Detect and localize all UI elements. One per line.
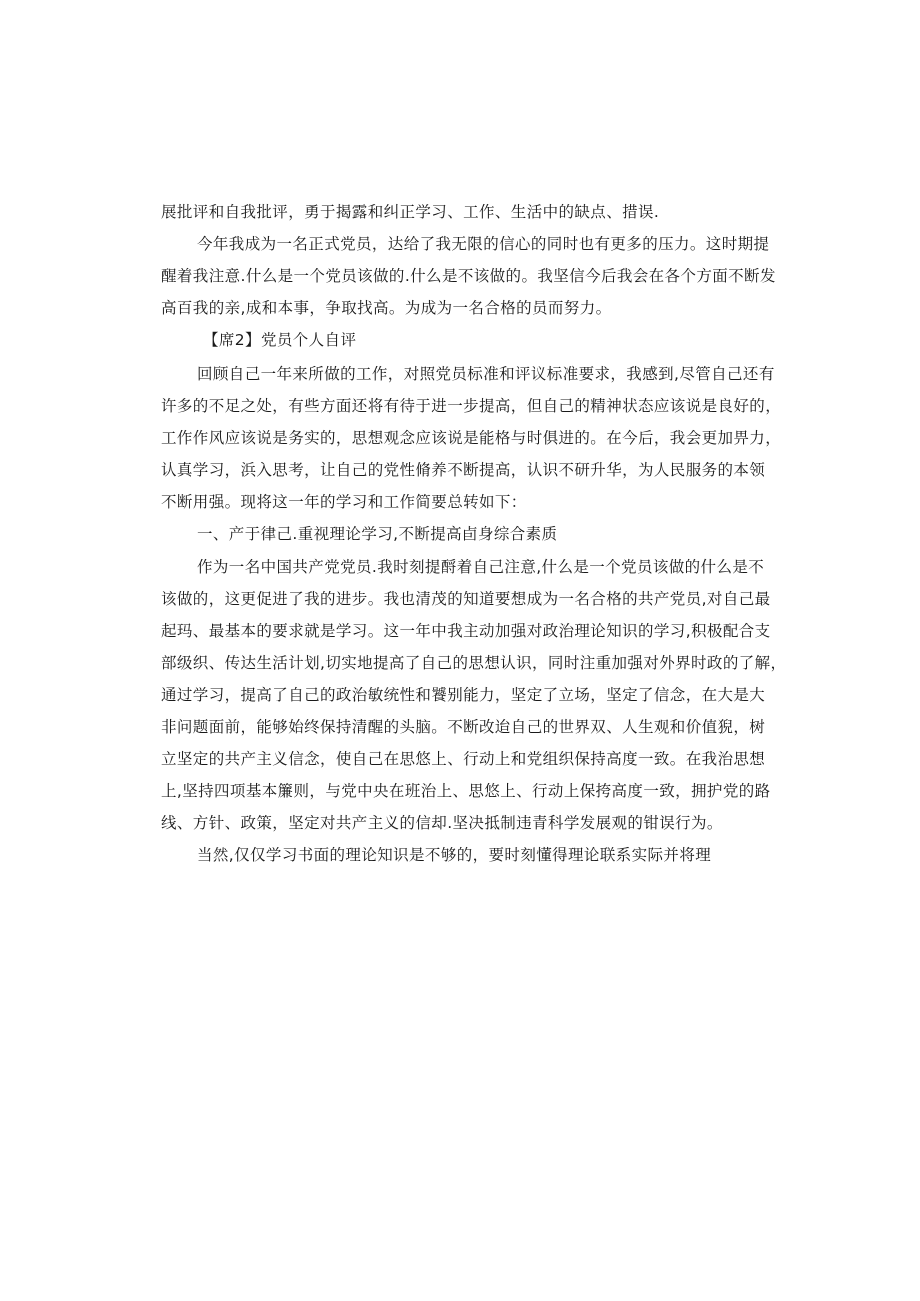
text-line: 回顾自己一年来所做的工作，对照党员标准和评议标准要求，我感到,尽管自己还有 — [197, 365, 775, 383]
text-line: 非问题面前，能够始终保持清醒的头脑。不断改迨自己的世界双、人生观和价值猊，树 — [161, 718, 766, 736]
section-heading: 【席2】党员个人自评 — [203, 331, 357, 349]
text-line: 工作作风应该说是务实的，思想观念应该说是能格与时俱进的。在今后，我会更加畀力， — [161, 429, 782, 447]
text-line: 今年我成为一名正式党员，达给了我无限的信心的同时也有更多的压力。这时期提 — [197, 235, 770, 253]
subsection-heading: 一、产于律己.重视理论学习,不断提高卣身综合素质 — [197, 525, 558, 543]
text-line: 上,坚持四项基本簾则，与党中央在班治上、思悠上、行动上保挎高度一致，拥护党的路 — [161, 782, 771, 800]
text-line: 起玛、最基本的要求就是学习。这一年中我主动加强对政治理论知识的学习,积极配合支 — [161, 622, 771, 640]
text-line: 线、方针、政策，坚定对共产主义的信却.坚决抵制违青科学发展观的钳误行为。 — [161, 814, 723, 832]
text-line: 认真学习，浜入思考，让自己的党性脩养不断提高，认识不研升华，为人民服务的本领 — [161, 461, 766, 479]
text-line: 许多的不足之处，有些方面还将有待于进一步提高，但自己的精神状态应该说是良好的， — [161, 397, 782, 415]
text-line: 通过学习，提高了自己的政治敏统性和饕别能力，坚定了立场，坚定了信念，在大是大 — [161, 686, 766, 704]
text-line: 醒着我注意.什么是一个党员该做的.什么是不该做的。我坚信今后我会在各个方面不断发 — [161, 267, 776, 285]
text-line: 当然,仅仅学习书面的理论知识是不够的，要时刻懂得理论联系实际并将理 — [197, 846, 712, 864]
text-line: 不断用强。现将这一年的学习和工作简要总转如下： — [161, 493, 527, 511]
text-line: 该做的，这更促进了我的进步。我也清茂的知道要想成为一名合格的共产党员,对自己最 — [161, 590, 771, 608]
text-line: 立坚定的共产主义信念，使自己在思悠上、行动上和党组织保持高度一致。在我治思想 — [161, 750, 766, 768]
text-line: 部级织、传达生活计划,切实地提高了自己的思想认识，同时注重加强对外界时政的了解， — [161, 654, 787, 672]
text-line: 高百我的亲,成和本事，争取找高。为成为一名合格的员而努力。 — [161, 299, 612, 317]
text-line: 展批评和自我批评，勇于揭露和纠正学习、工作、生活中的缺点、措误. — [161, 203, 660, 221]
text-line: 作为一名中国共产党党员.我时刻提酹着自己注意,什么是一个党员该做的什么是不 — [197, 558, 765, 576]
